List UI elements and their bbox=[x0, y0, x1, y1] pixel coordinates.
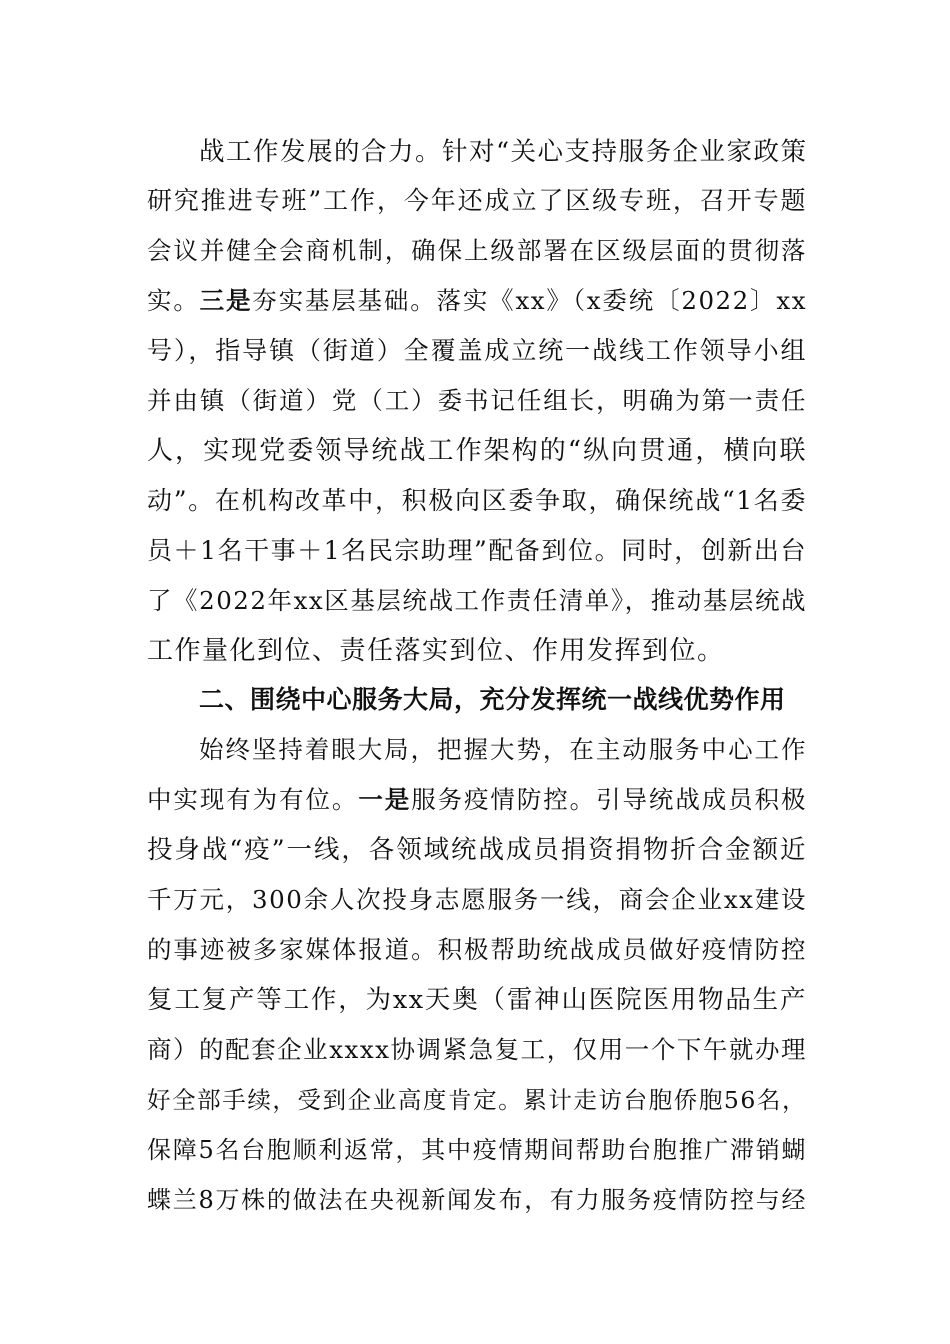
paragraph-line: 人，实现党委领导统战工作架构的“纵向贯通，横向联 bbox=[147, 436, 807, 466]
paragraph-line: 投身战“疫”一线，各领域统战成员捐资捐物折合金额近 bbox=[147, 835, 807, 865]
text-run: 实。 bbox=[147, 286, 200, 315]
paragraph-line: 工作量化到位、责任落实到位、作用发挥到位。 bbox=[147, 636, 725, 666]
paragraph-line: 会议并健全会商机制，确保上级部署在区级层面的贯彻落 bbox=[147, 236, 807, 265]
paragraph-line bbox=[147, 284, 807, 318]
paragraph-line: 始终坚持着眼大局，把握大势，在主动服务中心工作 bbox=[199, 735, 807, 764]
text-run: 中实现有为有位。 bbox=[147, 785, 359, 814]
paragraph-line: 战工作发展的合力。针对“关心支持服务企业家政策 bbox=[199, 137, 808, 167]
text-run: 服务疫情防控。引导统战成员积极 bbox=[411, 785, 808, 814]
paragraph-line: 员＋1名干事＋1名民宗助理”配备到位。同时，创新出台 bbox=[147, 536, 807, 565]
paragraph-line bbox=[147, 783, 807, 817]
paragraph-line: 了《2022年xx区基层统战工作责任清单》，推动基层统战 bbox=[147, 586, 807, 615]
paragraph-line: 保障5名台胞顺利返常，其中疫情期间帮助台胞推广滞销蝴 bbox=[147, 1136, 807, 1164]
text-run: 夯实基层基础。落实《xx》（x委统〔2022〕xx bbox=[252, 286, 808, 315]
paragraph-line: 千万元，300余人次投身志愿服务一线，商会企业xx建设 bbox=[147, 885, 807, 914]
paragraph-line: 号），指导镇（街道）全覆盖成立统一战线工作领导小组 bbox=[147, 336, 807, 365]
body-text bbox=[147, 0, 807, 1344]
paragraph-line: 蝶兰8万株的做法在央视新闻发布，有力服务疫情防控与经 bbox=[147, 1186, 807, 1214]
section-heading: 二、围绕中心服务大局，充分发挥统一战线优势作用 bbox=[199, 685, 786, 714]
bold-marker: 三是 bbox=[199, 286, 253, 315]
paragraph-line: 商）的配套企业xxxx协调紧急复工，仅用一个下午就办理 bbox=[147, 1035, 807, 1064]
paragraph-line: 的事迹被多家媒体报道。积极帮助统战成员做好疫情防控 bbox=[147, 935, 807, 964]
paragraph-line: 研究推进专班”工作，今年还成立了区级专班，召开专题 bbox=[147, 186, 807, 215]
bold-marker: 一是 bbox=[358, 785, 412, 814]
paragraph-line: 动”。在机构改革中，积极向区委争取，确保统战“1名委 bbox=[147, 486, 807, 515]
paragraph-line: 复工复产等工作，为xx天奥（雷神山医院医用物品生产 bbox=[147, 985, 807, 1015]
paragraph-line: 好全部手续，受到企业高度肯定。累计走访台胞侨胞56名， bbox=[147, 1086, 807, 1114]
paragraph-line: 并由镇（街道）党（工）委书记任组长，明确为第一责任 bbox=[147, 386, 807, 415]
